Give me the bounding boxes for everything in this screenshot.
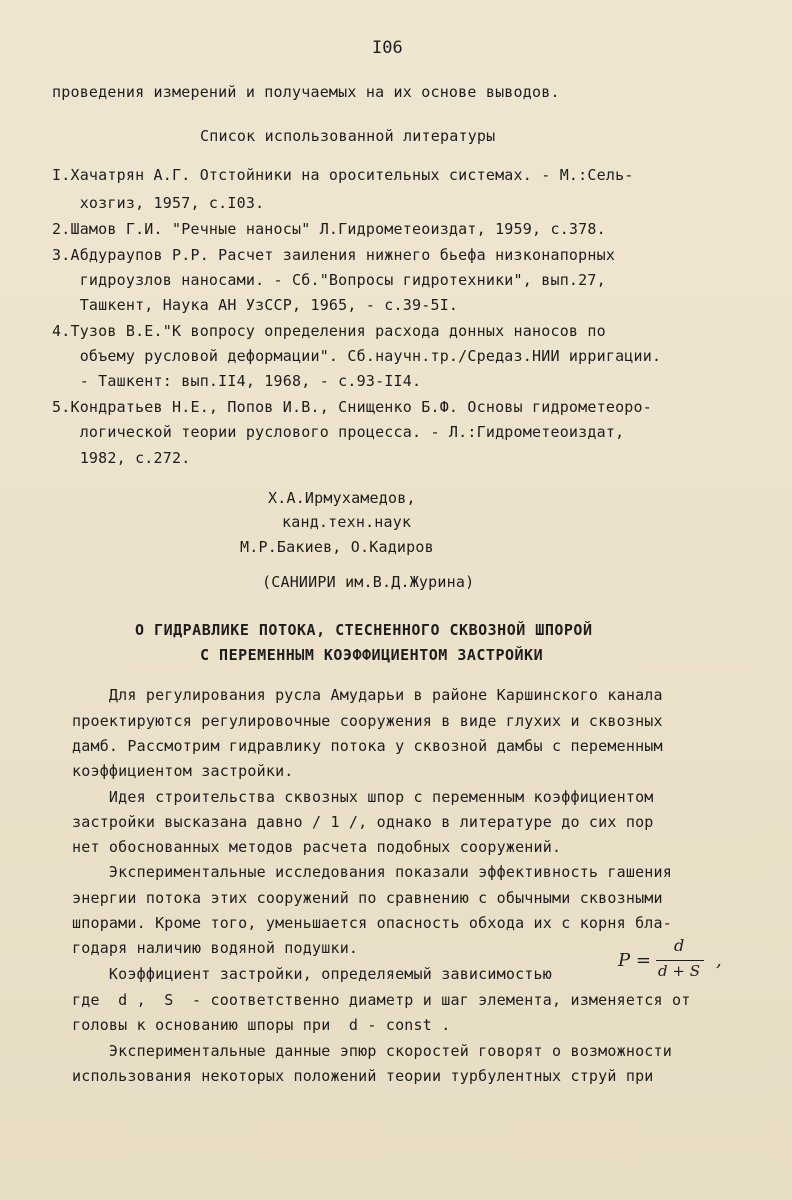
reference-line: гидроузлов наносами. - Сб."Вопросы гидротехники", вып.27, bbox=[52, 271, 606, 289]
reference-line: 1982, с.272. bbox=[52, 449, 191, 467]
reference-line: 3.Абдураупов Р.Р. Расчет заиления нижнего бьефа низконапорных bbox=[52, 246, 616, 264]
reference-line: хозгиз, 1957, с.I03. bbox=[52, 194, 265, 212]
reference-line: Ташкент, Наука АН УзССР, 1965, - с.39-5I. bbox=[52, 296, 459, 314]
reference-line: I.Хачатрян А.Г. Отстойники на оросительных системах. - М.:Сель- bbox=[52, 166, 634, 184]
intro-line: проведения измерений и получаемых на их основе выводов. bbox=[52, 83, 560, 101]
article-title-line-2: С ПЕРЕМЕННЫМ КОЭФФИЦИЕНТОМ ЗАСТРОЙКИ bbox=[200, 646, 544, 664]
formula-lhs: P = bbox=[618, 950, 651, 971]
formula-coefficient bbox=[618, 936, 738, 984]
article-title-line-1: О ГИДРАВЛИКЕ ПОТОКА, СТЕСНЕННОГО СКВОЗНОЙ ШПОРОЙ bbox=[135, 621, 593, 639]
body-line: Для регулирования русла Амударьи в районе Каршинского канала bbox=[72, 686, 663, 704]
body-line: проектируются регулировочные сооружения в виде глухих и сквозных bbox=[72, 712, 663, 730]
reference-line: 2.Шамов Г.И. "Речные наносы" Л.Гидрометеоиздат, 1959, с.378. bbox=[52, 220, 606, 238]
body-line: использования некоторых положений теории турбулентных струй при bbox=[72, 1067, 654, 1085]
body-line: шпорами. Кроме того, уменьшается опасность обхода их с корня бла- bbox=[72, 914, 672, 932]
body-line: коэффициентом застройки. bbox=[72, 762, 294, 780]
references-title: Список использованной литературы bbox=[200, 127, 496, 145]
reference-line: 4.Тузов В.Е."К вопросу определения расхода донных наносов по bbox=[52, 322, 606, 340]
formula-denominator: d + S bbox=[658, 962, 700, 980]
reference-line: объему русловой деформации". Сб.научн.тр./Средаз.НИИ ирригации. bbox=[52, 347, 662, 365]
fraction-bar bbox=[656, 960, 704, 961]
body-line: годаря наличию водяной подушки. bbox=[72, 939, 359, 957]
page-number: I06 bbox=[372, 38, 403, 58]
body-line: нет обоснованных методов расчета подобных сооружений. bbox=[72, 838, 562, 856]
body-line: Коэффициент застройки, определяемый зависимостью bbox=[72, 965, 552, 983]
author-degree: канд.техн.наук bbox=[282, 513, 412, 531]
reference-line: логической теории руслового процесса. - Л.:Гидрометеоиздат, bbox=[52, 423, 625, 441]
formula-numerator: d bbox=[674, 936, 685, 955]
author-names-2: М.Р.Бакиев, О.Кадиров bbox=[240, 538, 434, 556]
author-organization: (САНИИРИ им.В.Д.Журина) bbox=[262, 573, 475, 591]
reference-line: - Ташкент: вып.II4, 1968, - с.93-II4. bbox=[52, 372, 422, 390]
body-line: Идея строительства сквозных шпор с переменным коэффициентом bbox=[72, 788, 654, 806]
body-line: энергии потока этих сооружений по сравнению с обычными сквозными bbox=[72, 889, 663, 907]
author-name-1: Х.А.Ирмухамедов, bbox=[268, 489, 416, 507]
body-line: Экспериментальные исследования показали эффективность гашения bbox=[72, 863, 672, 881]
body-line: головы к основанию шпоры при d - const . bbox=[72, 1016, 451, 1034]
body-line: застройки высказана давно / 1 /, однако в литературе до сих пор bbox=[72, 813, 654, 831]
body-line: Экспериментальные данные эпюр скоростей говорят о возможности bbox=[72, 1042, 672, 1060]
formula-trail: , bbox=[716, 950, 722, 971]
reference-line: 5.Кондратьев Н.Е., Попов И.В., Снищенко Б.Ф. Основы гидрометеоро- bbox=[52, 398, 652, 416]
body-line: дамб. Рассмотрим гидравлику потока у сквозной дамбы с переменным bbox=[72, 737, 663, 755]
body-line: где d , S - соответственно диаметр и шаг элемента, изменяется от bbox=[72, 991, 691, 1009]
